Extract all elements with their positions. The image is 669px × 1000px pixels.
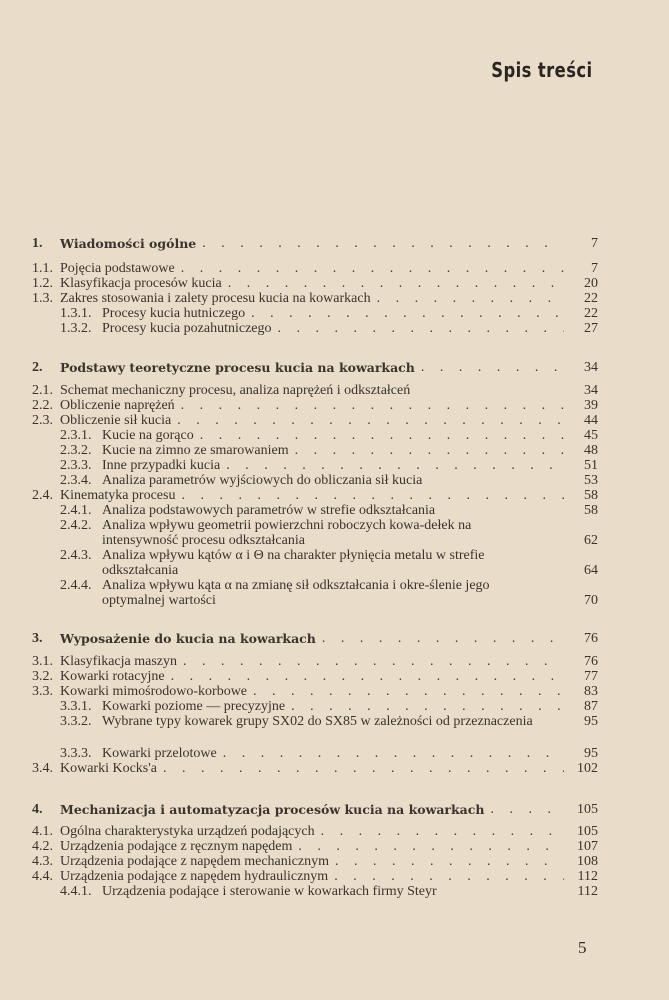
entry-title: Zakres stosowania i zalety procesu kucia na kowarkach bbox=[60, 291, 371, 306]
entry-title: Kowarki przelotowe bbox=[102, 746, 217, 761]
entry-title: Procesy kucia pozahutniczego bbox=[102, 321, 272, 336]
entry-number: 2.3.1. bbox=[60, 428, 92, 443]
entry-title: Procesy kucia hutniczego bbox=[102, 306, 246, 321]
entry-number: 2.3. bbox=[32, 413, 53, 428]
entry-title: Obliczenie sił kucia bbox=[60, 413, 172, 428]
entry-page: 27 bbox=[584, 321, 598, 336]
page-title: Spis treści bbox=[491, 58, 593, 82]
entry-page: 77 bbox=[584, 669, 598, 684]
entry-page: 7 bbox=[591, 261, 598, 276]
entry-page: 105 bbox=[577, 824, 598, 839]
toc-entry bbox=[32, 428, 598, 443]
entry-title: Obliczenie naprężeń bbox=[60, 398, 175, 413]
toc-entry bbox=[32, 884, 598, 899]
entry-number: 1.3. bbox=[32, 291, 53, 306]
entry-title: Pojęcia podstawowe bbox=[60, 261, 175, 276]
entry-number: 2.4.1. bbox=[60, 503, 92, 518]
toc-entry bbox=[32, 714, 598, 729]
entry-page: 34 bbox=[584, 383, 598, 398]
entry-title: Analiza parametrów wyjściowych do obliczania sił kucia bbox=[102, 473, 423, 488]
entry-number: 3.3.3. bbox=[60, 746, 92, 761]
entry-page: 76 bbox=[584, 631, 598, 646]
toc-entry bbox=[32, 802, 598, 817]
entry-page: 95 bbox=[584, 714, 598, 729]
entry-number: 2.3.3. bbox=[60, 458, 92, 473]
entry-number: 2.4.4. bbox=[60, 578, 92, 593]
toc-entry bbox=[32, 854, 598, 869]
entry-number: 4.1. bbox=[32, 824, 53, 839]
entry-title: Kinematyka procesu bbox=[60, 488, 176, 503]
toc-entry bbox=[32, 746, 598, 761]
entry-title: Klasyfikacja maszyn bbox=[60, 654, 178, 669]
entry-number: 2.1. bbox=[32, 383, 53, 398]
entry-number: 2.4. bbox=[32, 488, 53, 503]
toc-entry bbox=[32, 413, 598, 428]
entry-title: Urządzenia podające z ręcznym napędem bbox=[60, 839, 293, 854]
entry-page: 105 bbox=[577, 802, 598, 817]
toc-entry bbox=[32, 306, 598, 321]
entry-page: 58 bbox=[584, 503, 598, 518]
entry-page: 58 bbox=[584, 488, 598, 503]
toc-entry bbox=[32, 236, 598, 251]
entry-number: 2.4.2. bbox=[60, 518, 92, 533]
entry-page: 64 bbox=[584, 563, 598, 578]
entry-page: 39 bbox=[584, 398, 598, 413]
toc-entry bbox=[32, 291, 598, 306]
entry-title: Kowarki Kocks'a bbox=[60, 761, 157, 776]
entry-title: Analiza podstawowych parametrów w strefie odkształcania bbox=[102, 503, 436, 518]
entry-number: 1.3.2. bbox=[60, 321, 92, 336]
entry-number: 2.3.4. bbox=[60, 473, 92, 488]
toc-entry bbox=[32, 699, 598, 714]
entry-page: 62 bbox=[584, 533, 598, 548]
entry-number: 4.3. bbox=[32, 854, 53, 869]
entry-number: 1.1. bbox=[32, 261, 53, 276]
entry-page: 102 bbox=[577, 761, 598, 776]
toc-entry bbox=[32, 839, 598, 854]
entry-title: Wiadomości ogólne bbox=[60, 236, 197, 251]
entry-title: Kucie na gorąco bbox=[102, 428, 194, 443]
entry-page: 22 bbox=[584, 306, 598, 321]
entry-title: Analiza wpływu kątów α i Θ na charakter płynięcia metalu w strefie odkształcania bbox=[102, 548, 485, 578]
entry-number: 4. bbox=[32, 802, 43, 817]
toc-entry bbox=[32, 360, 598, 375]
toc-entry bbox=[32, 503, 598, 518]
entry-number: 3. bbox=[32, 631, 43, 646]
entry-number: 3.4. bbox=[32, 761, 53, 776]
entry-page: 22 bbox=[584, 291, 598, 306]
toc-entry bbox=[32, 276, 598, 291]
toc-entry bbox=[32, 383, 598, 398]
entry-number: 2. bbox=[32, 360, 43, 375]
page-number: 5 bbox=[578, 938, 587, 957]
entry-number: 3.3.2. bbox=[60, 714, 92, 729]
toc-entry bbox=[32, 684, 598, 699]
entry-number: 1.3.1. bbox=[60, 306, 92, 321]
toc-entry bbox=[32, 398, 598, 413]
entry-title: Kucie na zimno ze smarowaniem bbox=[102, 443, 289, 458]
toc-entry bbox=[32, 488, 598, 503]
toc-entry bbox=[32, 761, 598, 776]
entry-number: 2.3.2. bbox=[60, 443, 92, 458]
entry-number: 1.2. bbox=[32, 276, 53, 291]
entry-title: Urządzenia podające z napędem mechanicznym bbox=[60, 854, 329, 869]
toc-entry bbox=[32, 869, 598, 884]
entry-page: 51 bbox=[584, 458, 598, 473]
toc-entry bbox=[32, 518, 598, 548]
entry-page: 53 bbox=[584, 473, 598, 488]
entry-title: Analiza wpływu kąta α na zmianę sił odkształcania i okre-ślenie jego optymalnej wartości bbox=[102, 578, 490, 608]
entry-title: Ogólna charakterystyka urządzeń podających bbox=[60, 824, 315, 839]
entry-page: 95 bbox=[584, 746, 598, 761]
toc-entry bbox=[32, 261, 598, 276]
entry-number: 1. bbox=[32, 236, 43, 251]
entry-page: 76 bbox=[584, 654, 598, 669]
entry-title: Schemat mechaniczny procesu, analiza naprężeń i odkształceń bbox=[60, 383, 411, 398]
toc-entry bbox=[32, 824, 598, 839]
entry-number: 2.2. bbox=[32, 398, 53, 413]
entry-title: Analiza wpływu geometrii powierzchni roboczych kowa-dełek na intensywność procesu odkształcania bbox=[102, 518, 472, 548]
entry-title: Kowarki poziome — precyzyjne bbox=[102, 699, 286, 714]
entry-number: 3.2. bbox=[32, 669, 53, 684]
toc-entry bbox=[32, 473, 598, 488]
entry-number: 4.2. bbox=[32, 839, 53, 854]
entry-title: Kowarki rotacyjne bbox=[60, 669, 165, 684]
entry-page: 48 bbox=[584, 443, 598, 458]
entry-number: 3.3. bbox=[32, 684, 53, 699]
entry-page: 112 bbox=[577, 884, 598, 899]
entry-title: Klasyfikacja procesów kucia bbox=[60, 276, 222, 291]
entry-page: 44 bbox=[584, 413, 598, 428]
entry-page: 20 bbox=[584, 276, 598, 291]
entry-number: 3.3.1. bbox=[60, 699, 92, 714]
entry-title: Wyposażenie do kucia na kowarkach bbox=[60, 631, 316, 646]
entry-title: Podstawy teoretyczne procesu kucia na kowarkach bbox=[60, 360, 415, 375]
entry-number: 2.4.3. bbox=[60, 548, 92, 563]
entry-page: 7 bbox=[591, 236, 598, 251]
entry-number: 3.1. bbox=[32, 654, 53, 669]
entry-page: 87 bbox=[584, 699, 598, 714]
entry-title: Mechanizacja i automatyzacja procesów kucia na kowarkach bbox=[60, 802, 485, 817]
entry-title: Wybrane typy kowarek grupy SX02 do SX85 w zależności od przeznaczenia bbox=[102, 714, 533, 729]
entry-page: 112 bbox=[577, 869, 598, 884]
entry-number: 4.4.1. bbox=[60, 884, 92, 899]
toc-entry bbox=[32, 458, 598, 473]
toc-entry bbox=[32, 654, 598, 669]
entry-page: 70 bbox=[584, 593, 598, 608]
entry-title: Inne przypadki kucia bbox=[102, 458, 221, 473]
entry-title: Kowarki mimośrodowo-korbowe bbox=[60, 684, 248, 699]
toc-entry bbox=[32, 669, 598, 684]
entry-page: 107 bbox=[577, 839, 598, 854]
toc-entry bbox=[32, 548, 598, 578]
toc-entry bbox=[32, 578, 598, 608]
toc-entry bbox=[32, 631, 598, 646]
toc-entry bbox=[32, 443, 598, 458]
entry-page: 45 bbox=[584, 428, 598, 443]
entry-page: 34 bbox=[584, 360, 598, 375]
entry-title: Urządzenia podające i sterowanie w kowarkach firmy Steyr bbox=[102, 884, 437, 899]
entry-title: Urządzenia podające z napędem hydraulicznym bbox=[60, 869, 329, 884]
entry-number: 4.4. bbox=[32, 869, 53, 884]
toc-entry bbox=[32, 321, 598, 336]
entry-page: 83 bbox=[584, 684, 598, 699]
entry-page: 108 bbox=[577, 854, 598, 869]
